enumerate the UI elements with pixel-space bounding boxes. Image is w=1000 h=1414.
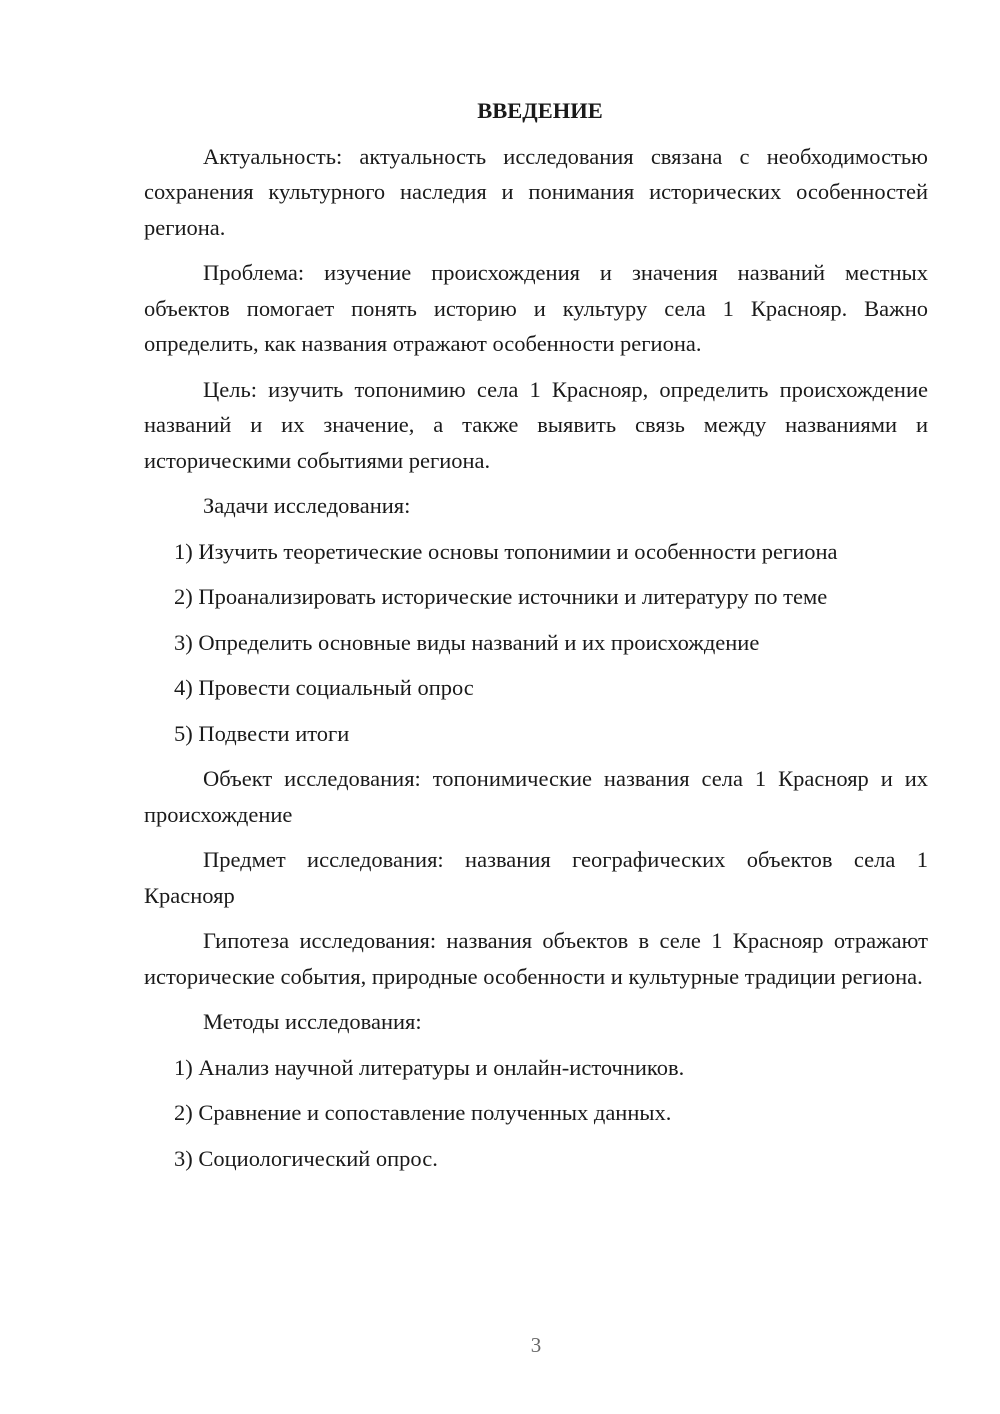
tasks-list: [144, 534, 928, 752]
list-item: 1) Анализ научной литературы и онлайн-источников.: [174, 1054, 685, 1080]
paragraph-object: Объект исследования: топонимические названия села 1 Краснояр и их происхождение: [144, 766, 928, 827]
paragraph-problem: Проблема: изучение происхождения и значения названий местных объектов помогает понять историю и культуру села 1 Краснояр. Важно определить, как названия отражают особенности региона.: [144, 260, 928, 356]
list-item: 1) Изучить теоретические основы топонимии и особенности региона: [174, 538, 838, 564]
paragraph-relevance: Актуальность: актуальность исследования связана с необходимостью сохранения культурного наследия и понимания исторических особенностей региона.: [144, 143, 928, 240]
paragraph-hypothesis: Гипотеза исследования: названия объектов в селе 1 Краснояр отражают исторические события, природные особенности и культурные традиции региона.: [144, 928, 928, 989]
page-number: 3: [530, 1333, 542, 1357]
list-item: 2) Сравнение и сопоставление полученных данных.: [174, 1100, 672, 1125]
list-item: 2) Проанализировать исторические источники и литературу по теме: [174, 584, 828, 609]
list-item: 5) Подвести итоги: [174, 720, 350, 746]
list-item: 3) Определить основные виды названий и их происхождение: [174, 629, 760, 655]
paragraph-goal: Цель: изучить топонимию села 1 Краснояр, определить происхождение названий и их значение, а также выявить связь между названиями и историческими событиями региона.: [144, 376, 928, 473]
paragraph-subject: Предмет исследования: названия географических объектов села 1 Краснояр: [144, 847, 928, 908]
paragraph-tasks-heading: Задачи исследования:: [203, 493, 411, 518]
list-item: 4) Провести социальный опрос: [174, 675, 474, 700]
methods-list: [144, 1050, 928, 1177]
list-item: 3) Социологический опрос.: [174, 1145, 438, 1171]
paragraph-methods-heading: Методы исследования:: [203, 1009, 422, 1034]
document-body: [144, 93, 928, 1186]
section-title: ВВЕДЕНИЕ: [477, 98, 603, 123]
